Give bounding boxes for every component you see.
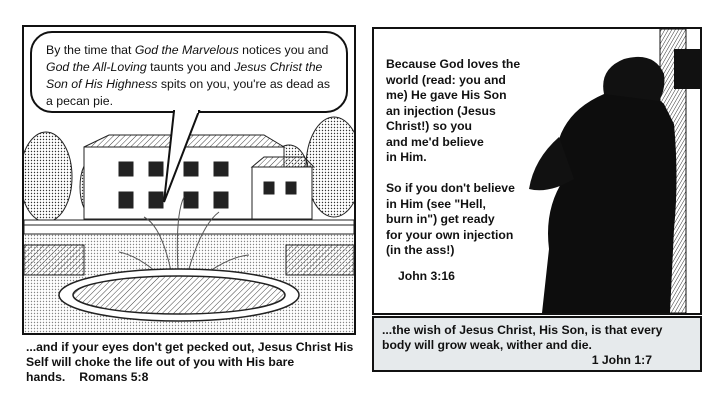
caption-text: ...and if your eyes don't get pecked out, Jesus Christ His Self will choke the life out of you with His bare hands.: [26, 340, 354, 384]
left-caption: [26, 340, 356, 385]
balloon-text: spits on you, you're as dead as a pecan pie.: [46, 77, 330, 108]
balloon-text: By the time that: [46, 43, 135, 57]
balloon-text: God the All-Loving: [46, 60, 147, 74]
balloon-text: taunts you and: [146, 60, 235, 74]
text-line: in Him.: [386, 150, 427, 164]
text-line: for your own injection: [386, 227, 514, 242]
text-line: me) He gave His Son: [386, 88, 507, 102]
text-line: world (read: you and: [386, 72, 506, 87]
bible-reference: 1 John 1:7: [591, 353, 652, 367]
balloon-text: Jesus Christ the Son of His Highness: [46, 60, 323, 91]
text-line: Christ!) so you: [386, 119, 472, 133]
text-line: Because God loves the: [386, 57, 521, 71]
right-text-paragraph-1: [386, 57, 520, 166]
text-line: (in the ass!): [386, 243, 455, 257]
right-text-paragraph-2: [386, 181, 515, 259]
left-comic-panel: [22, 25, 356, 335]
bible-reference: John 3:16: [398, 269, 455, 283]
right-caption: [372, 316, 702, 372]
text-line: in Him (see "Hell,: [386, 196, 486, 211]
text-line: So if you don't believe: [386, 181, 515, 195]
right-comic-panel: [372, 27, 702, 315]
bible-reference: Romans 5:8: [79, 370, 149, 384]
text-line: burn in") get ready: [386, 212, 495, 226]
balloon-tail: [24, 27, 354, 333]
text-line: and me'd believe: [386, 134, 484, 149]
balloon-text: God the Marvelous: [134, 43, 239, 57]
caption-text: ...the wish of Jesus Christ, His Son, is that every body will grow weak, wither and die.: [382, 323, 663, 352]
text-line: an injection (Jesus: [386, 103, 496, 118]
balloon-text: notices you and: [238, 43, 329, 57]
